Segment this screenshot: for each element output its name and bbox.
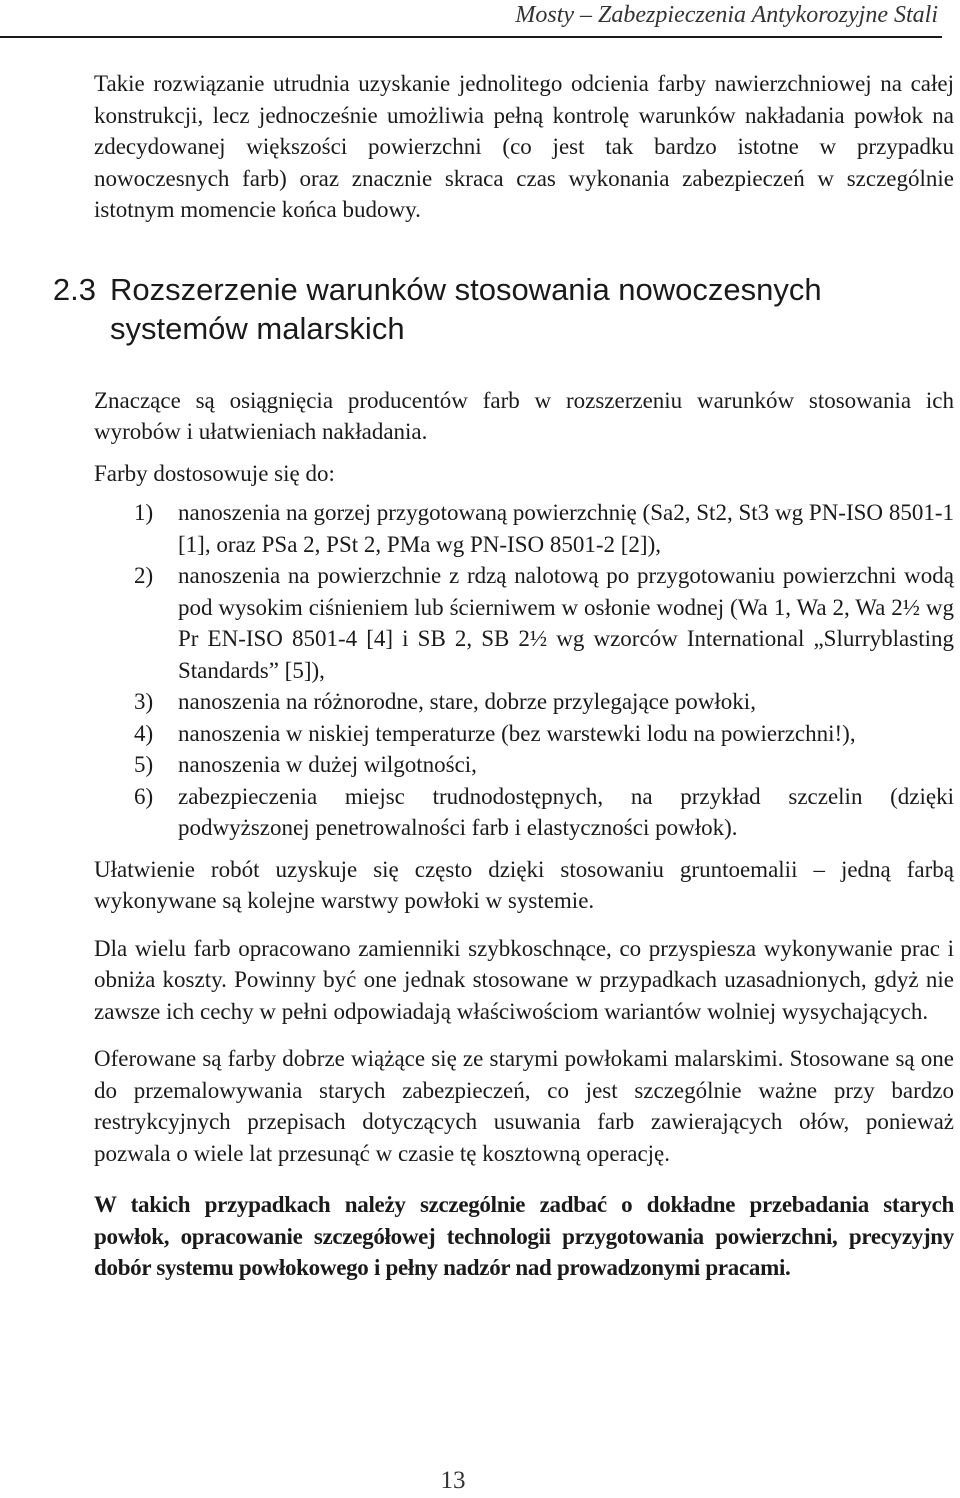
- list-item-number: 3): [134, 689, 154, 714]
- list-item-text: nanoszenia w dużej wilgotności,: [178, 752, 477, 777]
- running-header: Mosty – Zabezpieczenia Antykorozyjne Stali: [515, 2, 938, 28]
- list-intro: Farby dostosowuje się do:: [94, 460, 335, 486]
- list-item-text: nanoszenia na różnorodne, stare, dobrze przylegające powłoki,: [178, 689, 756, 714]
- list-item-number: 2): [134, 563, 154, 588]
- list-item: [94, 686, 954, 718]
- list-item: [94, 560, 954, 686]
- list-item-number: 4): [134, 720, 154, 746]
- list-item: [94, 497, 954, 560]
- page-body: [52, 68, 954, 1284]
- list-item-text: zabezpieczenia miejsc trudnodostępnych, na przykład szczelin (dzięki podwyższonej penetrowalności farb i elastyczności powłok).: [178, 783, 954, 840]
- list-item: [94, 749, 954, 781]
- requirements-list: [94, 497, 954, 844]
- header-divider: [0, 36, 942, 38]
- section-heading: [4, 270, 954, 348]
- list-item-number: 1): [134, 500, 154, 525]
- section-number: 2.3: [52, 271, 96, 307]
- list-item: [94, 718, 954, 750]
- list-item-text: nanoszenia na powierzchnie z rdzą nalotową po przygotowaniu powierzchni wodą pod wysokim ciśnieniem lub ścierniwem w osłonie wodnej (Wa 1, Wa 2, Wa 2½ wg Pr EN-ISO 8501-4 [4] i SB 2, SB 2½ wg wzorców International „Slurryblasting Standards” [5]),: [178, 563, 954, 683]
- lead-paragraph: Znaczące są osiągnięcia producentów farb w rozszerzeniu warunków stosowania ich wyrobów i ułatwieniach nakładania.: [94, 387, 954, 444]
- section-title-text: Rozszerzenie warunków stosowania nowoczesnych systemów malarskich: [110, 271, 822, 346]
- page-number: 13: [440, 1467, 466, 1494]
- offered-paragraph: Oferowane są farby dobrze wiążące się ze starymi powłokami malarskimi. Stosowane są one do przemalowywania starych zabezpieczeń, co jest szczególnie ważne przy bardzo restrykcyjnych przepisach dotyczących usuwania farb zawierających ołów, ponieważ pozwala o wiele lat przesunąć w czasie tę kosztowną operację.: [94, 1046, 954, 1166]
- section-title: [96, 270, 954, 348]
- emphasis-paragraph: W takich przypadkach należy szczególnie zadbać o dokładne przebadania starych powłok, opracowanie szczegółowej technologii przygotowania powierzchni, precyzyjny dobór systemu powłokowego i pełny nadzór nad prowadzonymi pracami.: [94, 1192, 954, 1280]
- list-item-number: 5): [134, 752, 154, 777]
- list-item: [94, 781, 954, 844]
- easing-paragraph: Ułatwienie robót uzyskuje się często dzięki stosowaniu gruntoemalii – jedną farbą wykonywane są kolejne warstwy powłoki w systemie.: [94, 856, 954, 913]
- list-item-text: nanoszenia w niskiej temperaturze (bez warstewki lodu na powierzchni!),: [178, 720, 856, 746]
- list-item-text: nanoszenia na gorzej przygotowaną powierzchnię (Sa2, St2, St3 wg PN-ISO 8501-1 [1], oraz PSa 2, PSt 2, PMa wg PN-ISO 8501-2 [2]),: [178, 500, 954, 557]
- fast-drying-paragraph: Dla wielu farb opracowano zamienniki szybkoschnące, co przyspiesza wykonywanie prac i obniża koszty. Powinny być one jednak stosowane w przypadkach uzasadnionych, gdyż nie zawsze ich cechy w pełni odpowiadają właściwościom wariantów wolniej wysychających.: [94, 935, 954, 1024]
- intro-paragraph: Takie rozwiązanie utrudnia uzyskanie jednolitego odcienia farby nawierzchniowej na całej konstrukcji, lecz jednocześnie umożliwia pełną kontrolę warunków nakładania powłok na zdecydowanej większości powierzchni (co jest tak bardzo istotne w przypadku nowoczesnych farb) oraz znacznie skraca czas wykonania zabezpieczeń w szczególnie istotnym momencie końca budowy.: [94, 71, 954, 222]
- list-item-number: 6): [134, 783, 154, 809]
